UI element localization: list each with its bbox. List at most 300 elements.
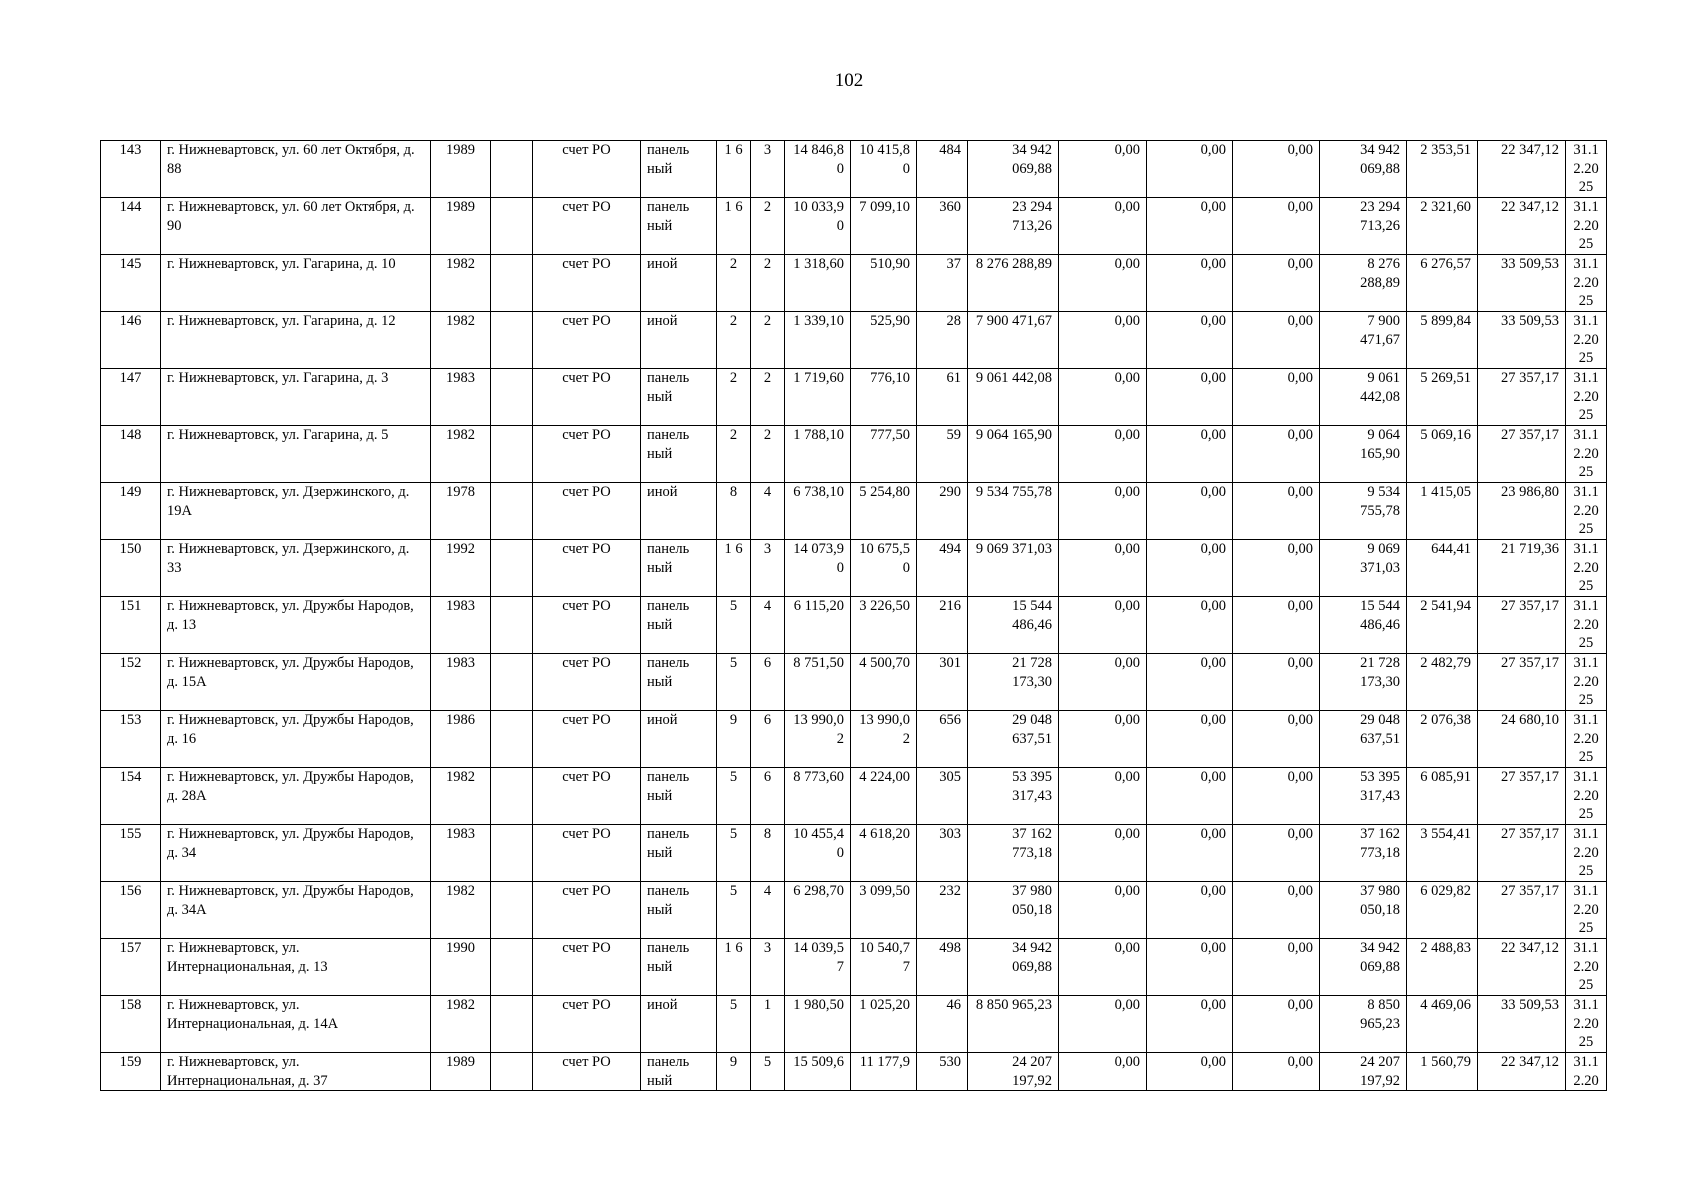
- row-number: 156: [101, 882, 161, 939]
- total-area-cell: 1 788,10: [785, 426, 851, 483]
- living-area-cell: 7 099,10: [851, 198, 917, 255]
- amount-cell: 0,00: [1147, 255, 1233, 312]
- cost-owners-cell: 7 900 471,67: [1320, 312, 1407, 369]
- empty-cell: [491, 939, 533, 996]
- fund-method-cell: счет РО: [533, 369, 641, 426]
- total-area-cell: 6 738,10: [785, 483, 851, 540]
- deadline-cell: 31.12.2025: [1566, 939, 1607, 996]
- address-cell: г. Нижневартовск, ул. Дружбы Народов, д. 16: [161, 711, 431, 768]
- unit-cost-cell: 2 321,60: [1407, 198, 1478, 255]
- living-area-cell: 777,50: [851, 426, 917, 483]
- amount-cell: 0,00: [1059, 312, 1147, 369]
- amount-cell: 0,00: [1059, 540, 1147, 597]
- residents-cell: 232: [917, 882, 968, 939]
- total-area-cell: 1 318,60: [785, 255, 851, 312]
- total-area-cell: 15 509,6: [785, 1053, 851, 1091]
- row-number: 150: [101, 540, 161, 597]
- fund-method-cell: счет РО: [533, 711, 641, 768]
- entrances-cell: 6: [751, 711, 785, 768]
- address-cell: г. Нижневартовск, ул. Гагарина, д. 3: [161, 369, 431, 426]
- entrances-cell: 2: [751, 312, 785, 369]
- unit-cost-cell: 2 541,94: [1407, 597, 1478, 654]
- amount-cell: 0,00: [1233, 882, 1320, 939]
- amount-cell: 0,00: [1059, 198, 1147, 255]
- address-cell: г. Нижневартовск, ул. Дружбы Народов, д. 15А: [161, 654, 431, 711]
- cost-owners-cell: 21 728 173,30: [1320, 654, 1407, 711]
- amount-cell: 0,00: [1059, 597, 1147, 654]
- residents-cell: 498: [917, 939, 968, 996]
- cost-total-cell: 37 980 050,18: [968, 882, 1059, 939]
- cost-owners-cell: 9 061 442,08: [1320, 369, 1407, 426]
- table-row: [101, 1053, 1607, 1091]
- row-number: 143: [101, 141, 161, 198]
- fund-method-cell: счет РО: [533, 312, 641, 369]
- amount-cell: 0,00: [1233, 540, 1320, 597]
- fund-method-cell: счет РО: [533, 825, 641, 882]
- total-area-cell: 10 033,90: [785, 198, 851, 255]
- cost-owners-cell: 8 276 288,89: [1320, 255, 1407, 312]
- cost-total-cell: 34 942 069,88: [968, 939, 1059, 996]
- amount-cell: 0,00: [1147, 654, 1233, 711]
- wall-material-cell: панель ный: [641, 597, 717, 654]
- wall-material-cell: иной: [641, 255, 717, 312]
- empty-cell: [491, 141, 533, 198]
- total-area-cell: 14 073,90: [785, 540, 851, 597]
- wall-material-cell: панель ный: [641, 825, 717, 882]
- amount-cell: 0,00: [1233, 654, 1320, 711]
- address-cell: г. Нижневартовск, ул. Интернациональная, д. 13: [161, 939, 431, 996]
- deadline-cell: 31.12.2025: [1566, 540, 1607, 597]
- year-cell: 1983: [431, 654, 491, 711]
- residents-cell: 59: [917, 426, 968, 483]
- residents-cell: 301: [917, 654, 968, 711]
- row-number: 157: [101, 939, 161, 996]
- amount-cell: 0,00: [1147, 141, 1233, 198]
- total-area-cell: 6 298,70: [785, 882, 851, 939]
- table-row: [101, 540, 1607, 597]
- deadline-cell: 31.12.2025: [1566, 369, 1607, 426]
- wall-material-cell: панель ный: [641, 1053, 717, 1091]
- deadline-cell: 31.12.20: [1566, 1053, 1607, 1091]
- year-cell: 1983: [431, 825, 491, 882]
- max-cost-cell: 23 986,80: [1478, 483, 1566, 540]
- cost-owners-cell: 9 534 755,78: [1320, 483, 1407, 540]
- amount-cell: 0,00: [1059, 882, 1147, 939]
- fund-method-cell: счет РО: [533, 483, 641, 540]
- table-row: [101, 825, 1607, 882]
- max-cost-cell: 33 509,53: [1478, 996, 1566, 1053]
- deadline-cell: 31.12.2025: [1566, 312, 1607, 369]
- amount-cell: 0,00: [1059, 483, 1147, 540]
- table-row: [101, 654, 1607, 711]
- amount-cell: 0,00: [1233, 825, 1320, 882]
- cost-total-cell: 53 395 317,43: [968, 768, 1059, 825]
- amount-cell: 0,00: [1147, 312, 1233, 369]
- cost-total-cell: 8 850 965,23: [968, 996, 1059, 1053]
- amount-cell: 0,00: [1059, 426, 1147, 483]
- year-cell: 1992: [431, 540, 491, 597]
- fund-method-cell: счет РО: [533, 996, 641, 1053]
- cost-total-cell: 23 294 713,26: [968, 198, 1059, 255]
- floors-cell: 5: [717, 882, 751, 939]
- deadline-cell: 31.12.2025: [1566, 426, 1607, 483]
- max-cost-cell: 27 357,17: [1478, 768, 1566, 825]
- floors-cell: 2: [717, 312, 751, 369]
- floors-cell: 5: [717, 768, 751, 825]
- cost-total-cell: 24 207 197,92: [968, 1053, 1059, 1091]
- living-area-cell: 525,90: [851, 312, 917, 369]
- cost-total-cell: 7 900 471,67: [968, 312, 1059, 369]
- living-area-cell: 510,90: [851, 255, 917, 312]
- year-cell: 1978: [431, 483, 491, 540]
- fund-method-cell: счет РО: [533, 1053, 641, 1091]
- fund-method-cell: счет РО: [533, 255, 641, 312]
- max-cost-cell: 22 347,12: [1478, 198, 1566, 255]
- amount-cell: 0,00: [1147, 426, 1233, 483]
- address-cell: г. Нижневартовск, ул. Дружбы Народов, д. 28А: [161, 768, 431, 825]
- table-row: [101, 882, 1607, 939]
- fund-method-cell: счет РО: [533, 597, 641, 654]
- cost-total-cell: 34 942 069,88: [968, 141, 1059, 198]
- amount-cell: 0,00: [1147, 711, 1233, 768]
- empty-cell: [491, 1053, 533, 1091]
- deadline-cell: 31.12.2025: [1566, 255, 1607, 312]
- floors-cell: 2: [717, 255, 751, 312]
- residents-cell: 216: [917, 597, 968, 654]
- address-cell: г. Нижневартовск, ул. Интернациональная, д. 37: [161, 1053, 431, 1091]
- cost-total-cell: 9 069 371,03: [968, 540, 1059, 597]
- amount-cell: 0,00: [1233, 711, 1320, 768]
- year-cell: 1983: [431, 597, 491, 654]
- living-area-cell: 10 540,77: [851, 939, 917, 996]
- total-area-cell: 14 039,57: [785, 939, 851, 996]
- empty-cell: [491, 654, 533, 711]
- total-area-cell: 8 751,50: [785, 654, 851, 711]
- address-cell: г. Нижневартовск, ул. Дзержинского, д. 33: [161, 540, 431, 597]
- cost-total-cell: 15 544 486,46: [968, 597, 1059, 654]
- unit-cost-cell: 2 353,51: [1407, 141, 1478, 198]
- amount-cell: 0,00: [1233, 483, 1320, 540]
- address-cell: г. Нижневартовск, ул. Дружбы Народов, д. 34А: [161, 882, 431, 939]
- fund-method-cell: счет РО: [533, 426, 641, 483]
- wall-material-cell: панель ный: [641, 426, 717, 483]
- address-cell: г. Нижневартовск, ул. Интернациональная, д. 14А: [161, 996, 431, 1053]
- amount-cell: 0,00: [1147, 768, 1233, 825]
- floors-cell: 9: [717, 711, 751, 768]
- entrances-cell: 1: [751, 996, 785, 1053]
- empty-cell: [491, 996, 533, 1053]
- amount-cell: 0,00: [1147, 882, 1233, 939]
- amount-cell: 0,00: [1059, 939, 1147, 996]
- row-number: 158: [101, 996, 161, 1053]
- entrances-cell: 3: [751, 939, 785, 996]
- residents-cell: 28: [917, 312, 968, 369]
- max-cost-cell: 22 347,12: [1478, 939, 1566, 996]
- address-cell: г. Нижневартовск, ул. Дружбы Народов, д. 13: [161, 597, 431, 654]
- cost-owners-cell: 37 162 773,18: [1320, 825, 1407, 882]
- max-cost-cell: 21 719,36: [1478, 540, 1566, 597]
- max-cost-cell: 27 357,17: [1478, 597, 1566, 654]
- entrances-cell: 2: [751, 426, 785, 483]
- floors-cell: 5: [717, 996, 751, 1053]
- deadline-cell: 31.12.2025: [1566, 483, 1607, 540]
- unit-cost-cell: 2 076,38: [1407, 711, 1478, 768]
- total-area-cell: 1 719,60: [785, 369, 851, 426]
- deadline-cell: 31.12.2025: [1566, 711, 1607, 768]
- floors-cell: 1 6: [717, 141, 751, 198]
- amount-cell: 0,00: [1147, 198, 1233, 255]
- entrances-cell: 6: [751, 654, 785, 711]
- living-area-cell: 1 025,20: [851, 996, 917, 1053]
- residents-cell: 46: [917, 996, 968, 1053]
- unit-cost-cell: 5 269,51: [1407, 369, 1478, 426]
- empty-cell: [491, 825, 533, 882]
- living-area-cell: 4 224,00: [851, 768, 917, 825]
- row-number: 155: [101, 825, 161, 882]
- table-row: [101, 996, 1607, 1053]
- unit-cost-cell: 644,41: [1407, 540, 1478, 597]
- amount-cell: 0,00: [1059, 141, 1147, 198]
- wall-material-cell: панель ный: [641, 882, 717, 939]
- wall-material-cell: иной: [641, 996, 717, 1053]
- table-row: [101, 711, 1607, 768]
- max-cost-cell: 27 357,17: [1478, 882, 1566, 939]
- empty-cell: [491, 426, 533, 483]
- row-number: 149: [101, 483, 161, 540]
- floors-cell: 2: [717, 369, 751, 426]
- cost-owners-cell: 53 395 317,43: [1320, 768, 1407, 825]
- amount-cell: 0,00: [1233, 141, 1320, 198]
- residents-cell: 305: [917, 768, 968, 825]
- cost-owners-cell: 37 980 050,18: [1320, 882, 1407, 939]
- wall-material-cell: иной: [641, 312, 717, 369]
- amount-cell: 0,00: [1059, 711, 1147, 768]
- cost-owners-cell: 9 064 165,90: [1320, 426, 1407, 483]
- year-cell: 1989: [431, 1053, 491, 1091]
- deadline-cell: 31.12.2025: [1566, 141, 1607, 198]
- living-area-cell: 3 099,50: [851, 882, 917, 939]
- unit-cost-cell: 5 069,16: [1407, 426, 1478, 483]
- unit-cost-cell: 1 415,05: [1407, 483, 1478, 540]
- empty-cell: [491, 483, 533, 540]
- cost-owners-cell: 23 294 713,26: [1320, 198, 1407, 255]
- cost-owners-cell: 34 942 069,88: [1320, 939, 1407, 996]
- living-area-cell: 5 254,80: [851, 483, 917, 540]
- deadline-cell: 31.12.2025: [1566, 768, 1607, 825]
- deadline-cell: 31.12.2025: [1566, 825, 1607, 882]
- deadline-cell: 31.12.2025: [1566, 654, 1607, 711]
- cost-total-cell: 8 276 288,89: [968, 255, 1059, 312]
- entrances-cell: 4: [751, 483, 785, 540]
- living-area-cell: 4 500,70: [851, 654, 917, 711]
- fund-method-cell: счет РО: [533, 768, 641, 825]
- empty-cell: [491, 597, 533, 654]
- amount-cell: 0,00: [1233, 996, 1320, 1053]
- amount-cell: 0,00: [1233, 939, 1320, 996]
- amount-cell: 0,00: [1059, 654, 1147, 711]
- amount-cell: 0,00: [1059, 825, 1147, 882]
- wall-material-cell: панель ный: [641, 198, 717, 255]
- year-cell: 1982: [431, 996, 491, 1053]
- year-cell: 1989: [431, 198, 491, 255]
- table-row: [101, 768, 1607, 825]
- cost-total-cell: 9 534 755,78: [968, 483, 1059, 540]
- row-number: 154: [101, 768, 161, 825]
- floors-cell: 5: [717, 654, 751, 711]
- living-area-cell: 11 177,9: [851, 1053, 917, 1091]
- floors-cell: 1 6: [717, 939, 751, 996]
- total-area-cell: 13 990,02: [785, 711, 851, 768]
- amount-cell: 0,00: [1059, 768, 1147, 825]
- table-row: [101, 198, 1607, 255]
- fund-method-cell: счет РО: [533, 882, 641, 939]
- fund-method-cell: счет РО: [533, 141, 641, 198]
- floors-cell: 5: [717, 825, 751, 882]
- table-row: [101, 483, 1607, 540]
- unit-cost-cell: 2 488,83: [1407, 939, 1478, 996]
- row-number: 148: [101, 426, 161, 483]
- row-number: 145: [101, 255, 161, 312]
- floors-cell: 2: [717, 426, 751, 483]
- empty-cell: [491, 711, 533, 768]
- year-cell: 1986: [431, 711, 491, 768]
- max-cost-cell: 27 357,17: [1478, 369, 1566, 426]
- cost-total-cell: 29 048 637,51: [968, 711, 1059, 768]
- entrances-cell: 4: [751, 882, 785, 939]
- max-cost-cell: 27 357,17: [1478, 654, 1566, 711]
- table-row: [101, 141, 1607, 198]
- year-cell: 1982: [431, 312, 491, 369]
- wall-material-cell: иной: [641, 483, 717, 540]
- address-cell: г. Нижневартовск, ул. 60 лет Октября, д. 90: [161, 198, 431, 255]
- amount-cell: 0,00: [1147, 825, 1233, 882]
- address-cell: г. Нижневартовск, ул. Гагарина, д. 10: [161, 255, 431, 312]
- table-row: [101, 426, 1607, 483]
- amount-cell: 0,00: [1147, 939, 1233, 996]
- wall-material-cell: панель ный: [641, 369, 717, 426]
- residents-cell: 37: [917, 255, 968, 312]
- wall-material-cell: иной: [641, 711, 717, 768]
- amount-cell: 0,00: [1233, 369, 1320, 426]
- amount-cell: 0,00: [1147, 996, 1233, 1053]
- residents-cell: 61: [917, 369, 968, 426]
- total-area-cell: 6 115,20: [785, 597, 851, 654]
- amount-cell: 0,00: [1233, 255, 1320, 312]
- entrances-cell: 2: [751, 198, 785, 255]
- unit-cost-cell: 6 029,82: [1407, 882, 1478, 939]
- unit-cost-cell: 5 899,84: [1407, 312, 1478, 369]
- total-area-cell: 1 980,50: [785, 996, 851, 1053]
- empty-cell: [491, 768, 533, 825]
- row-number: 146: [101, 312, 161, 369]
- entrances-cell: 3: [751, 540, 785, 597]
- address-cell: г. Нижневартовск, ул. Гагарина, д. 5: [161, 426, 431, 483]
- year-cell: 1982: [431, 426, 491, 483]
- amount-cell: 0,00: [1233, 312, 1320, 369]
- living-area-cell: 3 226,50: [851, 597, 917, 654]
- amount-cell: 0,00: [1059, 369, 1147, 426]
- page-number: 102: [834, 70, 864, 91]
- floors-cell: 1 6: [717, 198, 751, 255]
- unit-cost-cell: 4 469,06: [1407, 996, 1478, 1053]
- entrances-cell: 6: [751, 768, 785, 825]
- unit-cost-cell: 3 554,41: [1407, 825, 1478, 882]
- year-cell: 1982: [431, 255, 491, 312]
- table-row: [101, 369, 1607, 426]
- table-row: [101, 597, 1607, 654]
- living-area-cell: 13 990,02: [851, 711, 917, 768]
- residents-cell: 303: [917, 825, 968, 882]
- max-cost-cell: 22 347,12: [1478, 1053, 1566, 1091]
- residents-cell: 360: [917, 198, 968, 255]
- amount-cell: 0,00: [1233, 768, 1320, 825]
- amount-cell: 0,00: [1147, 597, 1233, 654]
- deadline-cell: 31.12.2025: [1566, 996, 1607, 1053]
- wall-material-cell: панель ный: [641, 141, 717, 198]
- residents-cell: 530: [917, 1053, 968, 1091]
- table-row: [101, 255, 1607, 312]
- row-number: 152: [101, 654, 161, 711]
- address-cell: г. Нижневартовск, ул. Дружбы Народов, д. 34: [161, 825, 431, 882]
- entrances-cell: 2: [751, 369, 785, 426]
- unit-cost-cell: 6 085,91: [1407, 768, 1478, 825]
- unit-cost-cell: 2 482,79: [1407, 654, 1478, 711]
- entrances-cell: 2: [751, 255, 785, 312]
- empty-cell: [491, 540, 533, 597]
- amount-cell: 0,00: [1233, 198, 1320, 255]
- living-area-cell: 776,10: [851, 369, 917, 426]
- cost-total-cell: 9 064 165,90: [968, 426, 1059, 483]
- cost-total-cell: 21 728 173,30: [968, 654, 1059, 711]
- cost-total-cell: 9 061 442,08: [968, 369, 1059, 426]
- table-row: [101, 939, 1607, 996]
- row-number: 144: [101, 198, 161, 255]
- unit-cost-cell: 6 276,57: [1407, 255, 1478, 312]
- wall-material-cell: панель ный: [641, 654, 717, 711]
- cost-total-cell: 37 162 773,18: [968, 825, 1059, 882]
- max-cost-cell: 33 509,53: [1478, 312, 1566, 369]
- floors-cell: 8: [717, 483, 751, 540]
- residents-cell: 656: [917, 711, 968, 768]
- cost-owners-cell: 29 048 637,51: [1320, 711, 1407, 768]
- empty-cell: [491, 198, 533, 255]
- empty-cell: [491, 369, 533, 426]
- row-number: 153: [101, 711, 161, 768]
- cost-owners-cell: 8 850 965,23: [1320, 996, 1407, 1053]
- entrances-cell: 5: [751, 1053, 785, 1091]
- max-cost-cell: 27 357,17: [1478, 825, 1566, 882]
- max-cost-cell: 33 509,53: [1478, 255, 1566, 312]
- row-number: 151: [101, 597, 161, 654]
- fund-method-cell: счет РО: [533, 540, 641, 597]
- address-cell: г. Нижневартовск, ул. 60 лет Октября, д. 88: [161, 141, 431, 198]
- cost-owners-cell: 9 069 371,03: [1320, 540, 1407, 597]
- total-area-cell: 1 339,10: [785, 312, 851, 369]
- row-number: 159: [101, 1053, 161, 1091]
- amount-cell: 0,00: [1233, 1053, 1320, 1091]
- total-area-cell: 10 455,40: [785, 825, 851, 882]
- amount-cell: 0,00: [1147, 540, 1233, 597]
- amount-cell: 0,00: [1147, 369, 1233, 426]
- empty-cell: [491, 255, 533, 312]
- deadline-cell: 31.12.2025: [1566, 198, 1607, 255]
- max-cost-cell: 24 680,10: [1478, 711, 1566, 768]
- year-cell: 1983: [431, 369, 491, 426]
- floors-cell: 9: [717, 1053, 751, 1091]
- floors-cell: 1 6: [717, 540, 751, 597]
- entrances-cell: 4: [751, 597, 785, 654]
- residents-cell: 484: [917, 141, 968, 198]
